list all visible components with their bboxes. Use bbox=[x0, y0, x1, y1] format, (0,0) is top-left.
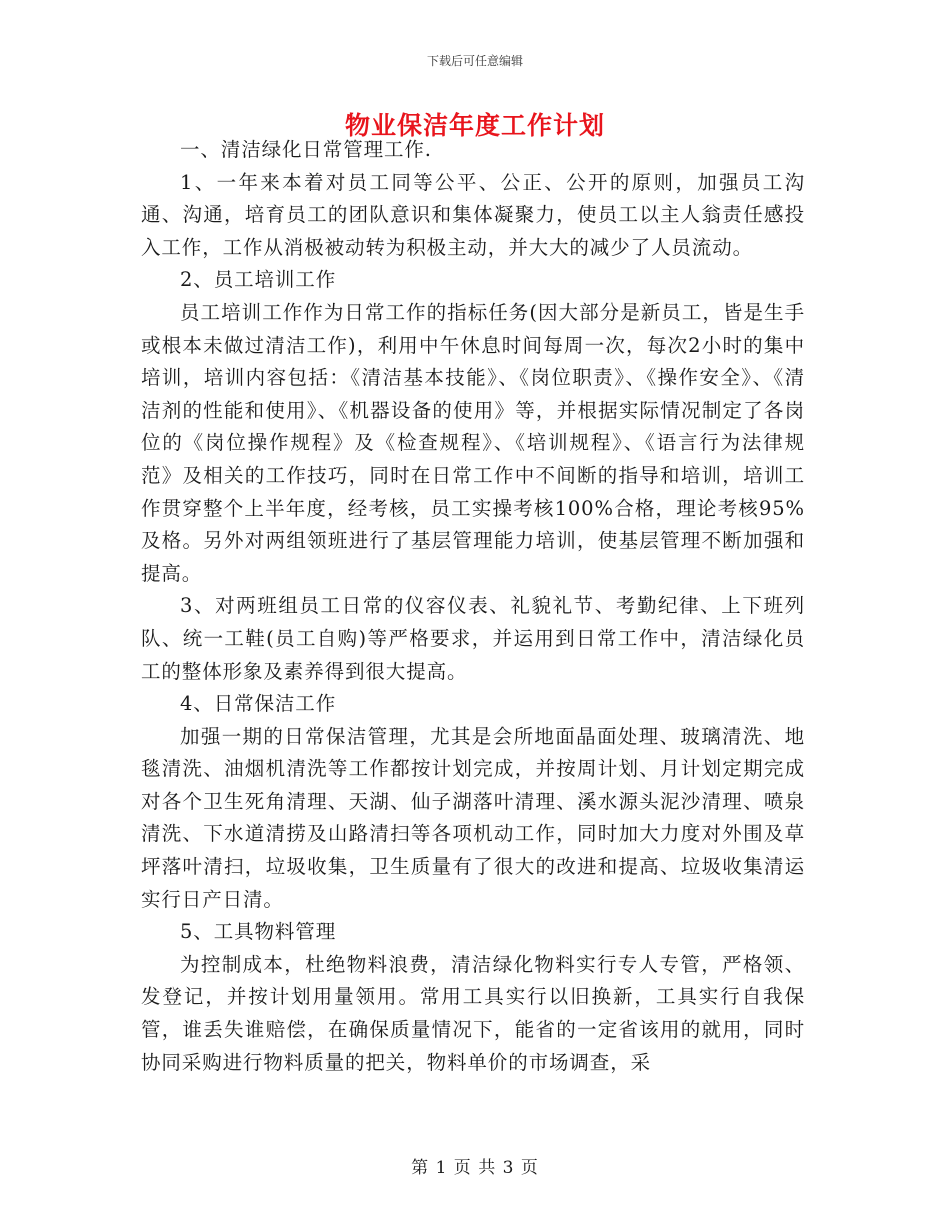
header-note: 下载后可任意编辑 bbox=[426, 54, 523, 68]
subsection-heading: 5、工具物料管理 bbox=[180, 920, 337, 944]
paragraph: 加强一期的日常保洁管理，尤其是会所地面晶面处理、玻璃清洗、地毯清洗、油烟机清洗等工作都按计划完成，并按周计划、月计划定期完成对各个卫生死角清理、天湖、仙子湖落叶清理、溪水源头泥沙清理、喷泉清洗、下水道清捞及山路清扫等各项机动工作，同时加大力度对外围及草坪落叶清扫，垃圾收集，卫生质量有了很大的改进和提高、垃圾收集清运实行日产日清。 bbox=[141, 724, 805, 911]
subsection-heading: 4、日常保洁工作 bbox=[180, 692, 337, 716]
paragraph: 员工培训工作作为日常工作的指标任务(因大部分是新员工，皆是生手或根本未做过清洁工作)，利用中午休息时间每周一次，每次2小时的集中培训，培训内容包括：《清洁基本技能》、《岗位职责》、《操作安全》、《清洁剂的性能和使用》、《机器设备的使用》等，并根据实际情况制定了各岗位的《岗位操作规程》及《检查规程》、《培训规程》、《语言行为法律规范》及相关的工作技巧，同时在日常工作中不间断的指导和培训，培训工作贯穿整个上半年度，经考核，员工实操考核100%合格，理论考核95%及格。另外对两组领班进行了基层管理能力培训，使基层管理不断加强和提高。 bbox=[141, 300, 805, 585]
document-title: 物业保洁年度工作计划 bbox=[344, 111, 605, 140]
paragraph: 1、一年来本着对员工同等公平、公正、公开的原则，加强员工沟通、沟通，培育员工的团队意识和集体凝聚力，使员工以主人翁责任感投入工作，工作从消极被动转为积极主动，并大大的减少了人员流动。 bbox=[141, 170, 805, 259]
page-footer: 第 1 页 共 3 页 bbox=[411, 1158, 539, 1178]
paragraph: 3、对两班组员工日常的仪容仪表、礼貌礼节、考勤纪律、上下班列队、统一工鞋(员工自购)等严格要求，并运用到日常工作中，清洁绿化员工的整体形象及素养得到很大提高。 bbox=[141, 594, 805, 683]
document-body bbox=[141, 134, 805, 1079]
subsection-heading: 2、员工培训工作 bbox=[180, 268, 337, 292]
section-heading: 一、清洁绿化日常管理工作. bbox=[180, 138, 432, 161]
paragraph: 为控制成本，杜绝物料浪费，清洁绿化物料实行专人专管，严格领、发登记，并按计划用量领用。常用工具实行以旧换新，工具实行自我保管，谁丢失谁赔偿，在确保质量情况下，能省的一定省该用的就用，同时协同采购进行物料质量的把关，物料单价的市场调查，采 bbox=[141, 952, 805, 1074]
